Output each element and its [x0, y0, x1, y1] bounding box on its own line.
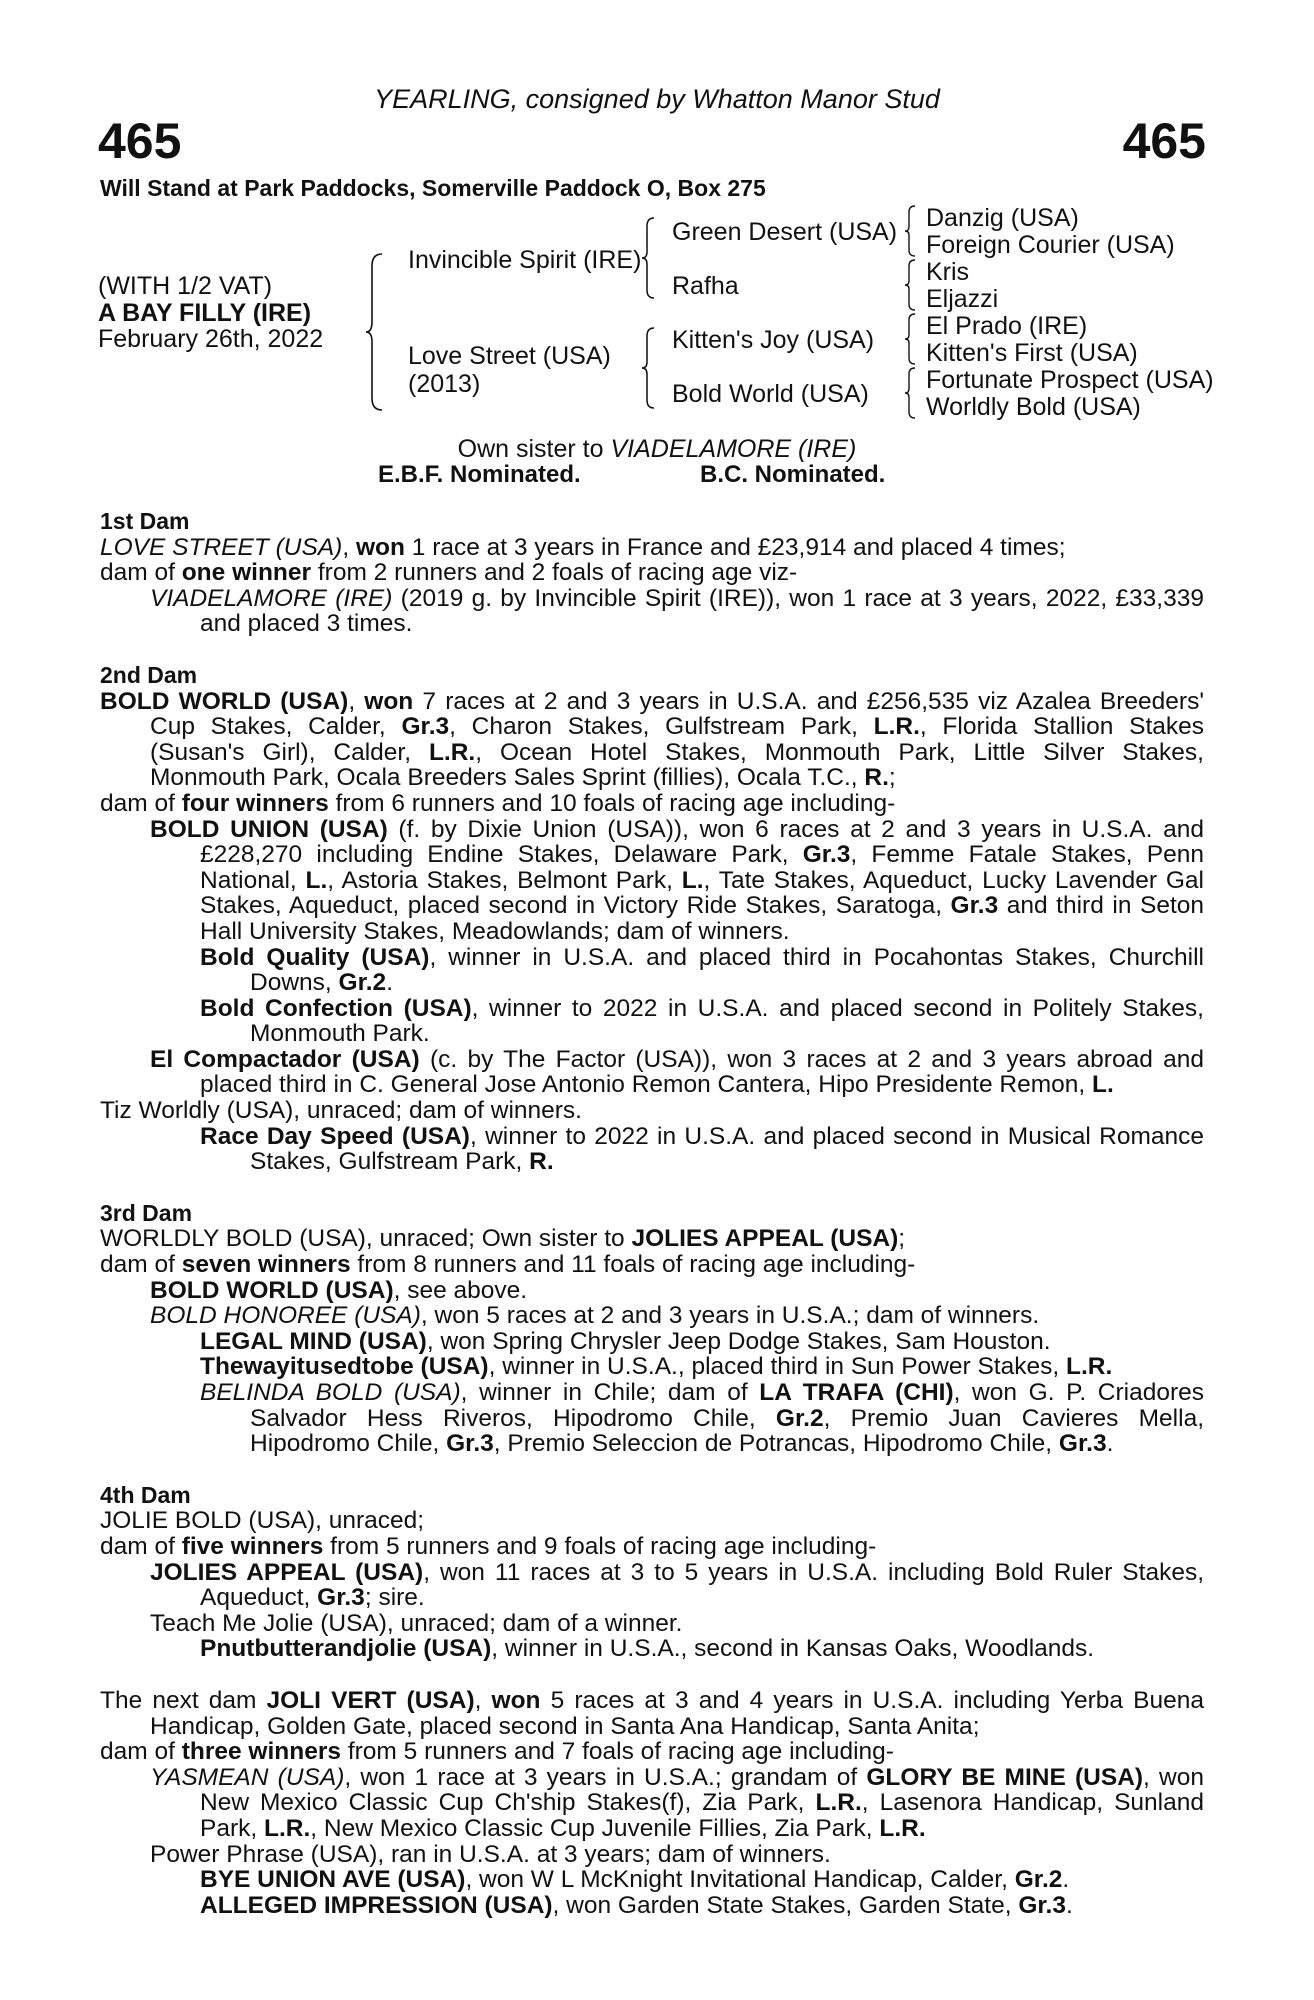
produce-line: dam of one winner from 2 runners and 2 foals of racing age viz- — [100, 559, 798, 587]
pedigree-brace-sire — [640, 216, 656, 300]
section-heading: 1st Dam — [100, 508, 190, 534]
produce-entry: ALLEGED IMPRESSION (USA), won Garden State Stakes, Garden State, Gr.3. — [200, 1891, 1073, 1919]
vat-note: (WITH 1/2 VAT) — [98, 272, 273, 300]
dam-paragraph: LOVE STREET (USA), won 1 race at 3 years in France and £23,914 and placed 4 times; — [100, 533, 1066, 561]
produce-entry: BOLD UNION (USA) (f. by Dixie Union (USA)), won 6 races at 2 and 3 years in U.S.A. and £228,270 including Endine Stakes, Delaware Park, Gr.3, Femme Fatale Stakes, Penn National, L., Astoria Stakes, Belmont Park, L., Tate Stakes, Aqueduct, Lucky Lavender Gal Stakes, Aqueduct, placed second in Victory Ride Stakes, Saratoga, Gr.3 and third in Seton Hall University Stakes, Meadowlands; dam of winners. — [150, 815, 1205, 945]
produce-line: dam of seven winners from 8 runners and 11 foals of racing age including- — [100, 1251, 916, 1279]
produce-line: dam of four winners from 6 runners and 10 foals of racing age including- — [100, 789, 896, 817]
dam-paragraph: JOLIE BOLD (USA), unraced; — [100, 1507, 425, 1535]
lot-number-left: 465 — [98, 113, 182, 169]
brace-ds — [903, 312, 917, 366]
third-dam-section — [100, 1201, 1204, 1457]
produce-entry: LEGAL MIND (USA), won Spring Chrysler Jeep Dodge Stakes, Sam Houston. — [200, 1327, 1051, 1355]
produce-entry: BYE UNION AVE (USA), won W L McKnight Invitational Handicap, Calder, Gr.2. — [200, 1866, 1070, 1894]
produce-entry: Bold Confection (USA), winner to 2022 in U.S.A. and placed second in Politely Stakes, Monmouth Park. — [200, 994, 1204, 1048]
dam-paragraph: BOLD WORLD (USA), won 7 races at 2 and 3 years in U.S.A. and £256,535 viz Azalea Breeders' Cup Stakes, Calder, Gr.3, Charon Stakes, Gulfstream Park, L.R., Florida Stallion Stakes (Susan's Girl), Calder, L.R., Ocean Hotel Stakes, Monmouth Park, Little Silver Stakes, Monmouth Park, Ocala Breeders Sales Sprint (fillies), Ocala T.C., R.; — [100, 687, 1205, 792]
own-sister-note: Own sister to VIADELAMORE (IRE) — [457, 435, 857, 463]
second-dam-section — [100, 663, 1204, 1175]
produce-entry: YASMEAN (USA), won 1 race at 3 years in U.S.A.; grandam of GLORY BE MINE (USA), won New Mexico Classic Cup Ch'ship Stakes(f), Zia Park, L.R., Lasenora Handicap, Sunland Park, L.R., New Mexico Classic Cup Juvenile Fillies, Zia Park, L.R. — [150, 1763, 1204, 1842]
ggs-4: Eljazzi — [926, 285, 999, 313]
own-sister-name: VIADELAMORE (IRE) — [610, 435, 857, 463]
dam-paragraph: The next dam JOLI VERT (USA), won 5 races at 3 and 4 years in U.S.A. including Yerba Buena Handicap, Golden Gate, placed second in Santa Ana Handicap, Santa Anita; — [100, 1686, 1204, 1740]
section-heading: 2nd Dam — [100, 661, 198, 688]
pedigree-brace-main — [364, 252, 384, 412]
foaling-date: February 26th, 2022 — [98, 325, 324, 353]
dam-paragraph: WORLDLY BOLD (USA), unraced; Own sister to JOLIES APPEAL (USA); — [100, 1225, 906, 1253]
dam-sire: Kitten's Joy (USA) — [672, 326, 875, 354]
produce-line: dam of five winners from 5 runners and 9 foals of racing age including- — [100, 1532, 877, 1560]
dam-dam: Bold World (USA) — [672, 380, 869, 408]
produce-line: dam of three winners from 5 runners and 7 foals of racing age including- — [100, 1738, 894, 1766]
produce-entry: Teach Me Jolie (USA), unraced; dam of a winner. — [150, 1609, 683, 1637]
first-dam-section — [100, 509, 1204, 637]
stand-location: Will Stand at Park Paddocks, Somerville Paddock O, Box 275 — [100, 175, 766, 201]
next-dam-section — [100, 1688, 1204, 1918]
dam-name: Love Street (USA) — [408, 342, 611, 370]
produce-entry: Power Phrase (USA), ran in U.S.A. at 3 years; dam of winners. — [150, 1840, 831, 1868]
fourth-dam-section — [100, 1483, 1204, 1662]
section-heading: 3rd Dam — [100, 1199, 193, 1226]
produce-entry: Tiz Worldly (USA), unraced; dam of winners. — [100, 1097, 582, 1125]
pedigree-notes — [100, 509, 1204, 1918]
produce-entry: El Compactador (USA) (c. by The Factor (USA)), won 3 races at 2 and 3 years abroad and placed third in C. General Jose Antonio Remon Cantera, Hipo Presidente Remon, L. — [150, 1045, 1204, 1099]
sire-dam: Rafha — [672, 272, 739, 300]
brace-sd — [903, 258, 917, 312]
produce-entry: Race Day Speed (USA), winner to 2022 in U.S.A. and placed second in Musical Romance Stakes, Gulfstream Park, R. — [200, 1122, 1204, 1176]
dam-year: (2013) — [408, 370, 481, 398]
produce-entry: Pnutbutterandjolie (USA), winner in U.S.A., second in Kansas Oaks, Woodlands. — [200, 1635, 1095, 1663]
produce-entry: BOLD WORLD (USA), see above. — [150, 1276, 528, 1304]
brace-dd — [903, 366, 917, 420]
produce-entry: BOLD HONOREE (USA), won 5 races at 2 and 3 years in U.S.A.; dam of winners. — [150, 1302, 1040, 1330]
sire-sire: Green Desert (USA) — [672, 218, 898, 246]
horse-name: A BAY FILLY (IRE) — [98, 299, 312, 327]
ggs-6: Kitten's First (USA) — [926, 339, 1138, 367]
ebf-nominated: E.B.F. Nominated. — [378, 461, 581, 488]
ggs-5: El Prado (IRE) — [926, 312, 1088, 340]
produce-entry: BELINDA BOLD (USA), winner in Chile; dam of LA TRAFA (CHI), won G. P. Criadores Salvador Hess Riveros, Hipodromo Chile, Gr.2, Premio Juan Cavieres Mella, Hipodromo Chile, Gr.3, Premio Seleccion de Potrancas, Hipodromo Chile, Gr.3. — [200, 1379, 1205, 1458]
pedigree-brace-dam — [640, 326, 656, 410]
brace-ss — [903, 204, 917, 258]
ggs-8: Worldly Bold (USA) — [926, 393, 1141, 421]
ggs-1: Danzig (USA) — [926, 204, 1079, 232]
ggs-3: Kris — [926, 258, 970, 286]
sire-name: Invincible Spirit (IRE) — [408, 246, 642, 274]
produce-entry: JOLIES APPEAL (USA), won 11 races at 3 to 5 years in U.S.A. including Bold Ruler Stakes, Aqueduct, Gr.3; sire. — [150, 1558, 1204, 1612]
ggs-7: Fortunate Prospect (USA) — [926, 366, 1214, 394]
consignment-line: YEARLING, consigned by Whatton Manor Stud — [374, 84, 940, 114]
produce-entry: VIADELAMORE (IRE) (2019 g. by Invincible Spirit (IRE)), won 1 race at 3 years, 2022, £33,339 and placed 3 times. — [150, 584, 1204, 638]
produce-entry: Bold Quality (USA), winner in U.S.A. and placed third in Pocahontas Stakes, Churchill Downs, Gr.2. — [200, 943, 1205, 997]
section-heading: 4th Dam — [100, 1481, 191, 1508]
produce-entry: Thewayitusedtobe (USA), winner in U.S.A., placed third in Sun Power Stakes, L.R. — [200, 1353, 1113, 1381]
bc-nominated: B.C. Nominated. — [700, 461, 886, 488]
lot-number-right: 465 — [1122, 113, 1206, 169]
ggs-2: Foreign Courier (USA) — [926, 231, 1175, 259]
